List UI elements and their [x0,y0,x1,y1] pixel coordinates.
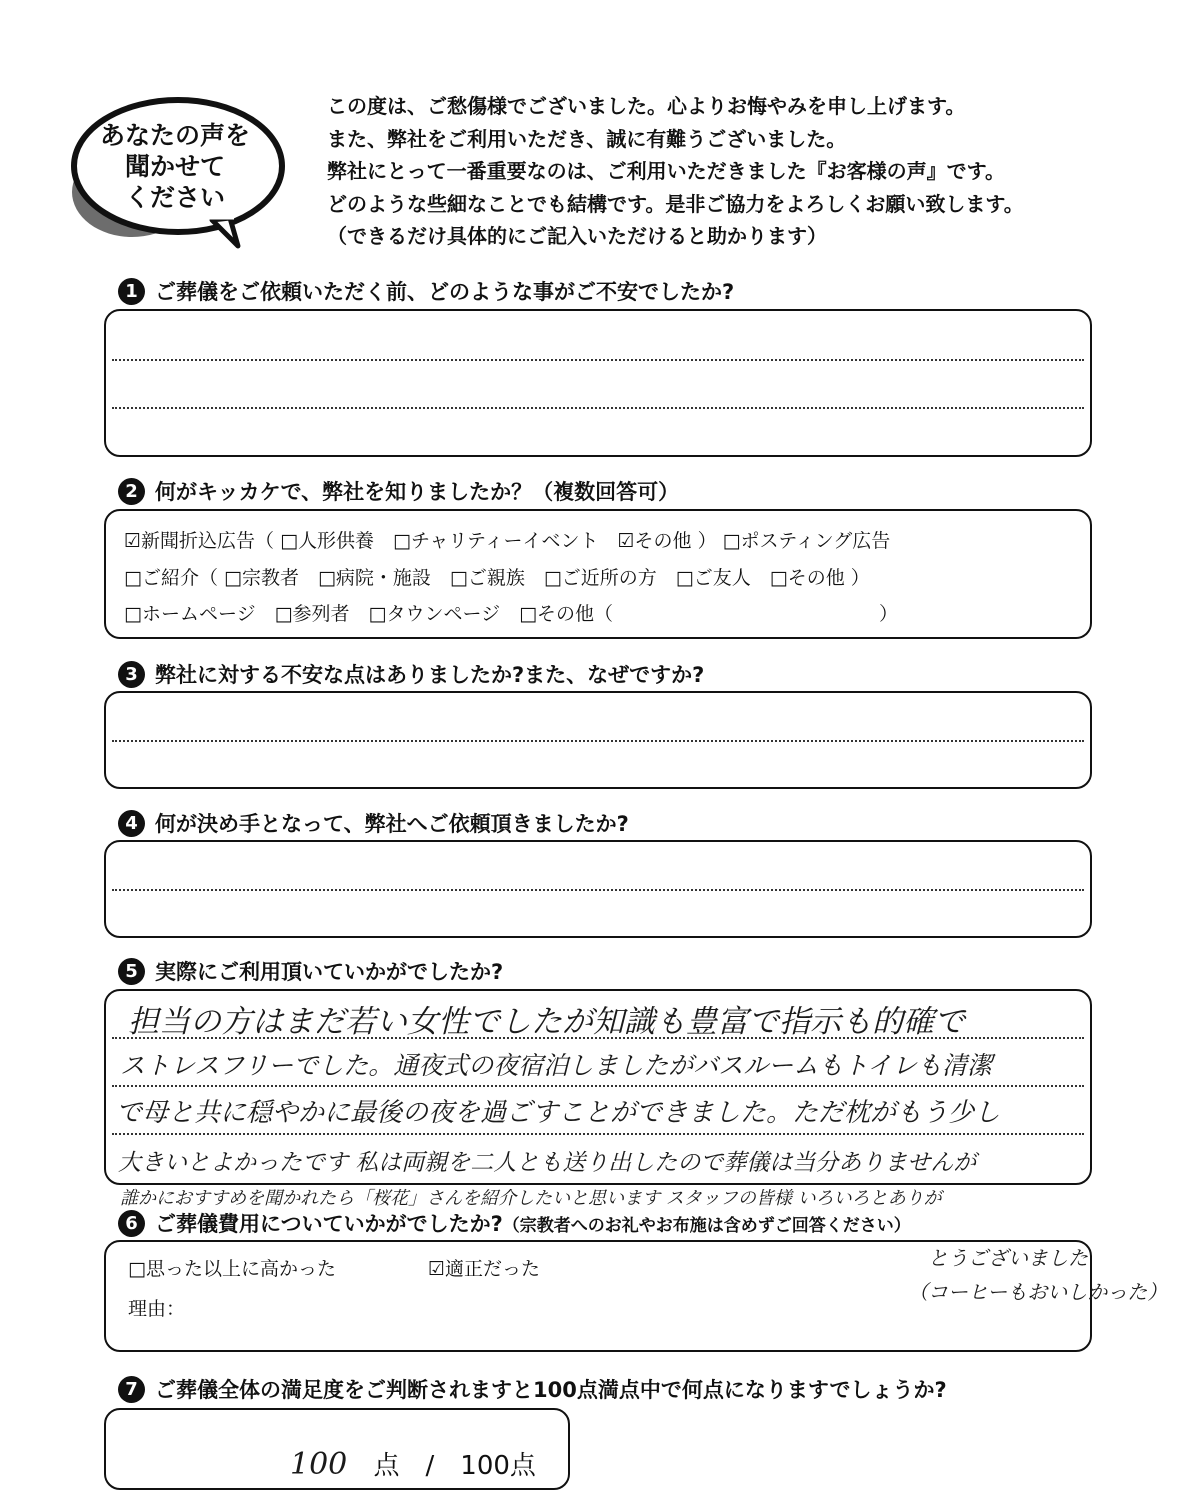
question-text: ご葬儀費用についていかがでしたか? [155,1212,503,1236]
question-text: 弊社に対する不安な点はありましたか?また、なぜですか? [155,663,705,687]
score [290,1445,536,1482]
answer-box-2 [104,509,1092,639]
question-text: 何が決め手となって、弊社へご依頼頂きましたか? [155,812,629,836]
question-number: 4 [118,810,145,837]
option-too-expensive[interactable]: □思った以上に高かった [128,1258,336,1280]
answer-box-1[interactable] [104,309,1092,457]
question-6 [118,1208,911,1238]
question-number: 6 [118,1210,145,1237]
dotted-line [112,740,1084,742]
handwritten-answer-line: ストレスフリーでした。通夜式の夜宿泊しましたがバスルームもトイレも清潔 [120,1051,993,1080]
question-number: 2 [118,478,145,505]
question-text: 実際にご利用頂いていかがでしたか? [155,960,504,984]
answer-box-4[interactable] [104,840,1092,938]
question-4 [118,808,629,838]
intro-line: どのような些細なことでも結構です。是非ご協力をよろしくお願い致します。 [327,191,1024,216]
answer-box-3[interactable] [104,691,1092,789]
question-number: 3 [118,661,145,688]
reason-label: 理由： [128,1298,186,1320]
question-3 [118,659,704,689]
question-note: （宗教者へのお礼やお布施は含めずご回答ください） [502,1215,911,1236]
dotted-line [112,407,1084,409]
question-number: 1 [118,278,145,305]
question-7 [118,1374,947,1404]
speech-bubble [62,92,290,250]
dotted-line [112,889,1084,891]
checkbox-row[interactable]: □ホームページ □参列者 □タウンページ □その他（ ） [124,603,899,625]
handwritten-answer-line: で母と共に穏やかに最後の夜を過ごすことができました。ただ枕がもう少し [116,1098,1001,1128]
dotted-line [112,1133,1084,1135]
handwritten-score: 100 [290,1447,348,1482]
checkbox-row[interactable]: ☑新聞折込広告（ □人形供養 □チャリティーイベント ☑その他 ） □ポスティング広告 [124,530,891,552]
question-number: 5 [118,958,145,985]
question-5 [118,956,503,986]
dotted-line [112,359,1084,361]
intro-line: また、弊社をご利用いただき、誠に有難うございました。 [327,126,847,151]
handwritten-answer-line: 担当の方はまだ若い女性でしたが知識も豊富で指示も的確で [128,1004,965,1040]
handwritten-answer-line: 誰かにおすすめを聞かれたら「桜花」さんを紹介したいと思います スタッフの皆様 いろいろとありが [120,1188,942,1209]
intro-line: 弊社にとって一番重要なのは、ご利用いただきました『お客様の声』です。 [327,159,1005,183]
handwritten-answer-line: 大きいとよかったです 私は両親を二人とも送り出したので葬儀は当分ありませんが [118,1150,977,1176]
intro-line: この度は、ご愁傷様でございました。心よりお悔やみを申し上げます。 [327,94,966,118]
question-2 [118,476,679,506]
option-reasonable[interactable]: ☑適正だった [428,1258,541,1280]
handwritten-answer-line: （コーヒーもおいしかった） [908,1280,1168,1304]
question-text: ご葬儀全体の満足度をご判断されますと100点満点中で何点になりますでしょうか? [155,1378,947,1402]
speech-bubble-text: あなたの声を 聞かせて ください [99,121,250,212]
question-text: 何がキッカケで、弊社を知りましたか？（複数回答可） [155,480,680,504]
intro-line: （できるだけ具体的にご記入いただけると助かります） [327,224,827,248]
question-number: 7 [118,1376,145,1403]
intro-text [327,90,1127,253]
checkbox-row[interactable]: □ご紹介（ □宗教者 □病院・施設 □ご親族 □ご近所の方 □ご友人 □その他 ） [124,567,870,589]
score-suffix: 点 / 100点 [373,1451,536,1481]
question-1 [118,276,734,306]
dotted-line [112,1085,1084,1087]
question-text: ご葬儀をご依頼いただく前、どのような事がご不安でしたか? [155,280,735,304]
handwritten-answer-line: とうございました [928,1246,1088,1270]
